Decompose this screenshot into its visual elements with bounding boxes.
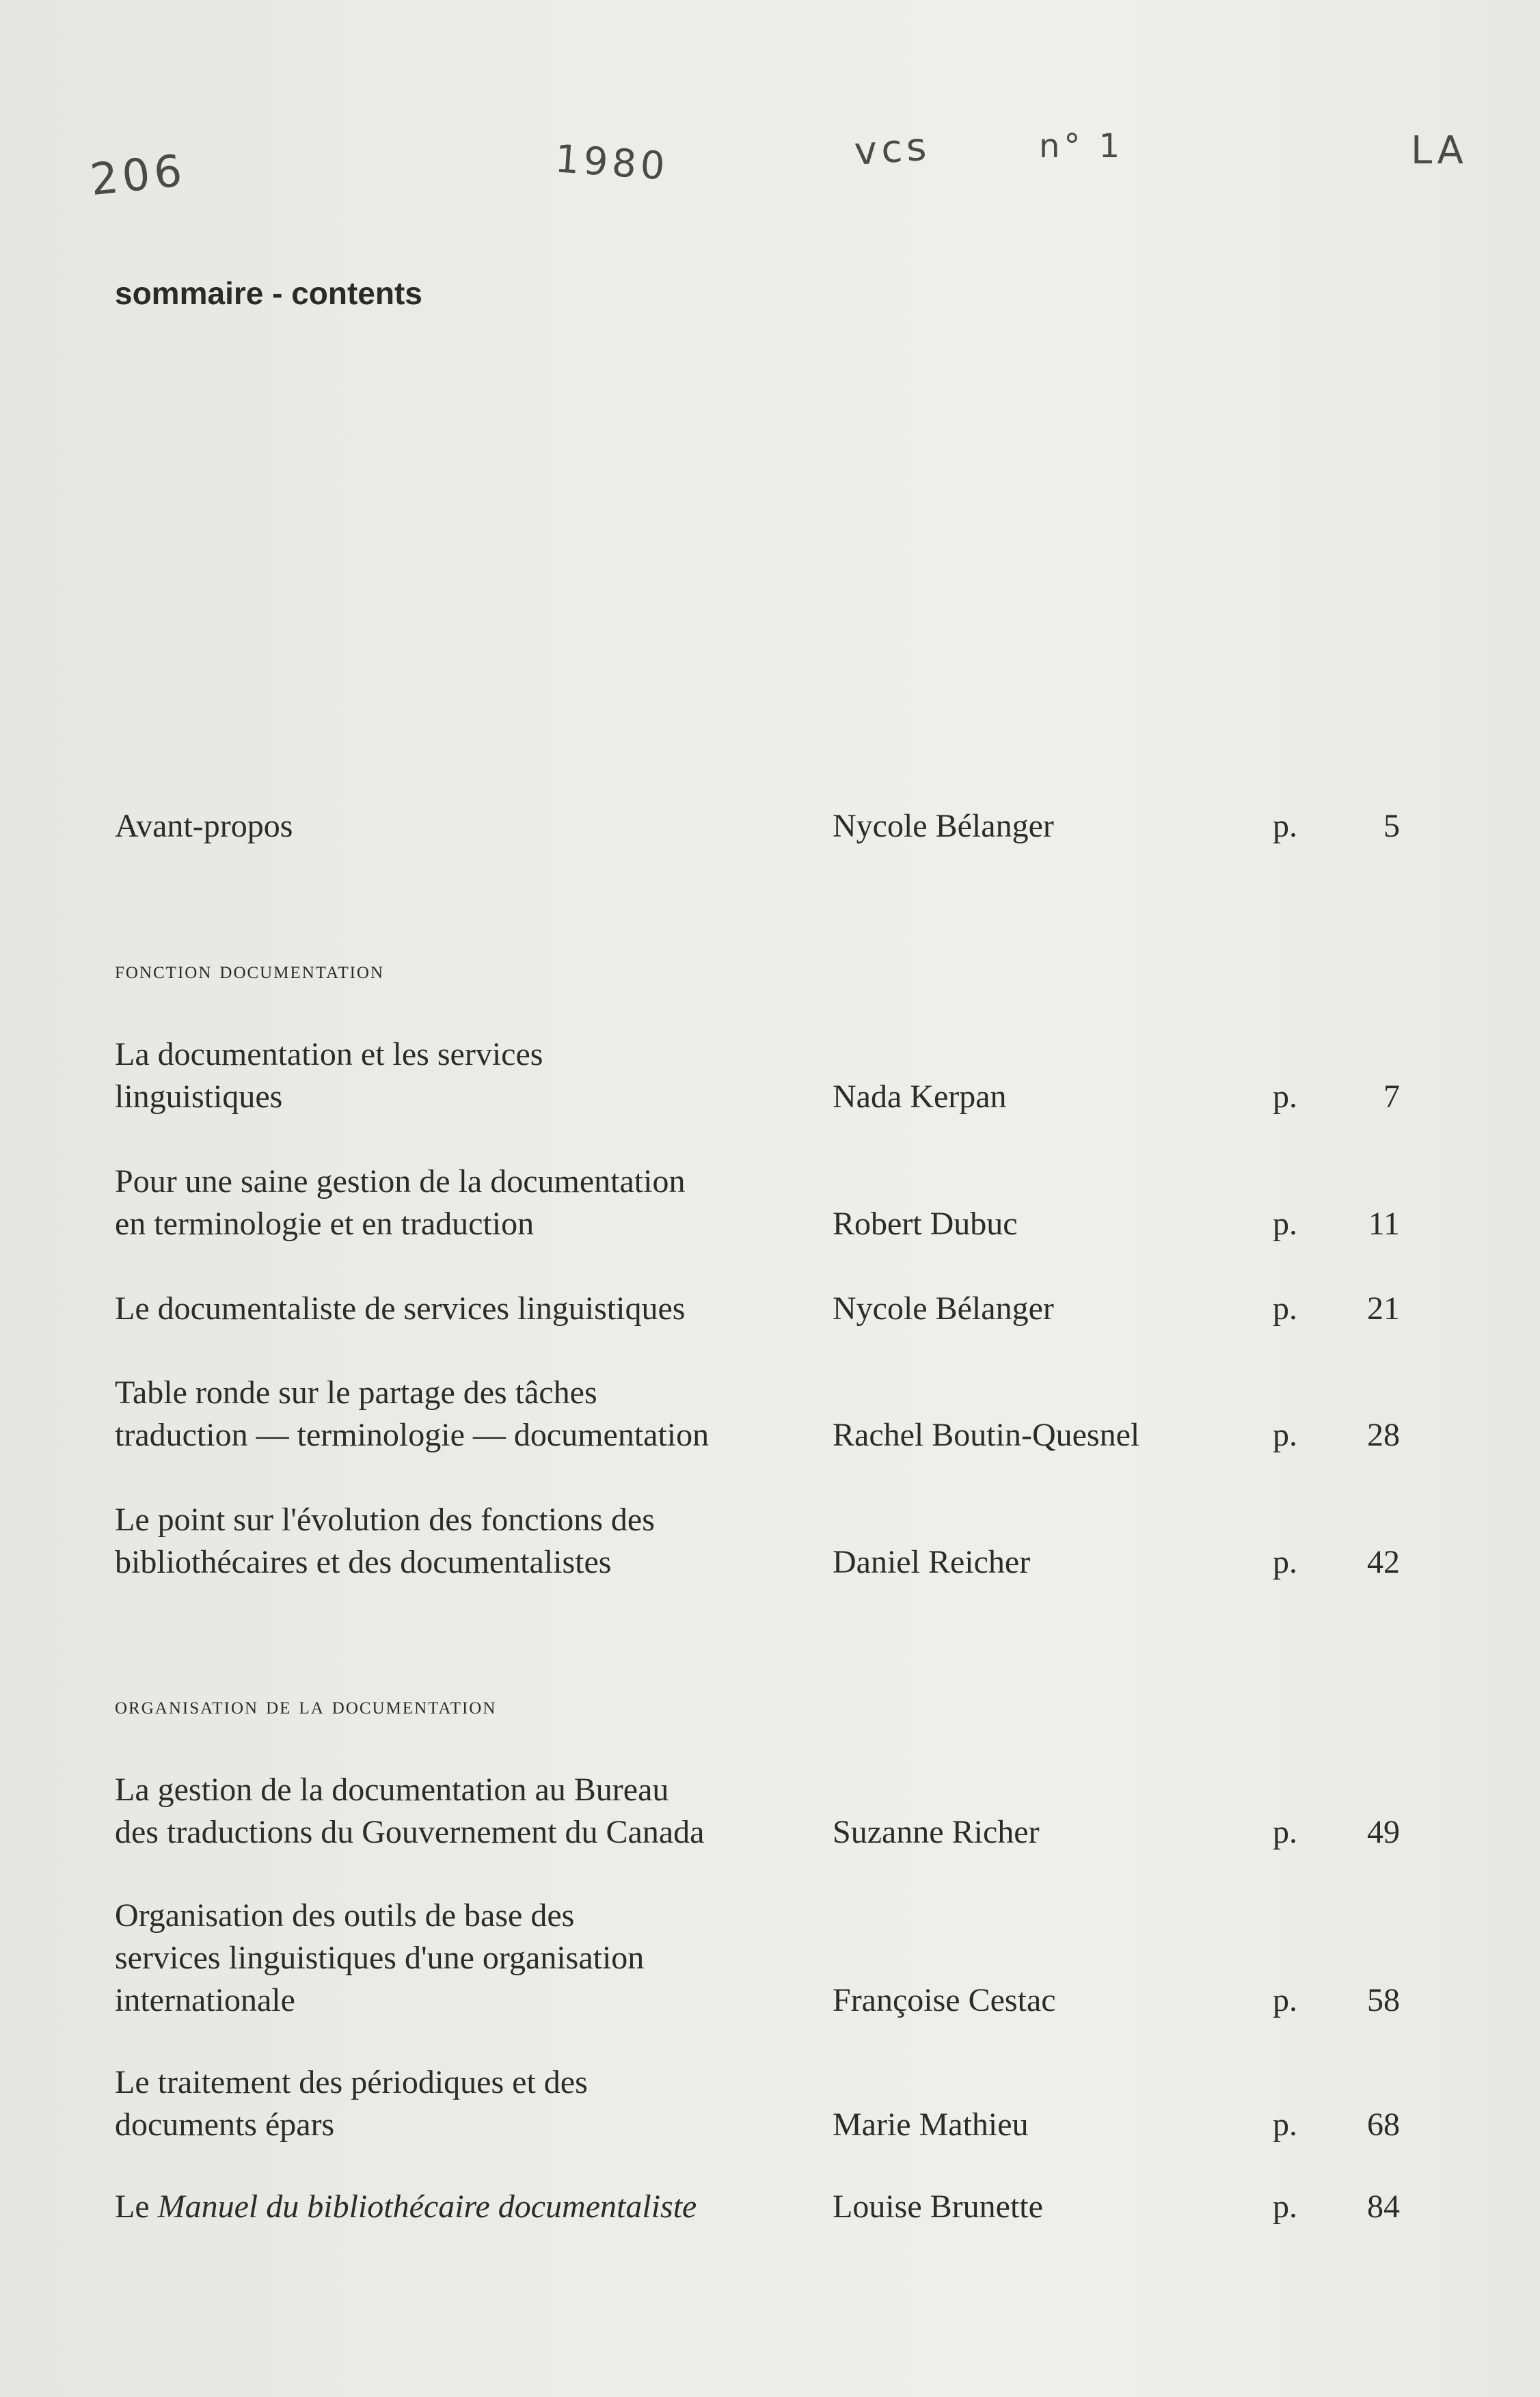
entry-title-line: Le documentaliste de services linguistiques [115,1290,686,1327]
entry-title-line: Pour une saine gestion de la documentation [115,1163,686,1200]
handwritten-note-4: n° 1 [1039,127,1124,165]
page-number: 49 [1367,1814,1400,1850]
entry-title-line: Table ronde sur le partage des tâches [115,1374,597,1411]
section-heading-organisation: organisation de la documentation [115,1692,497,1719]
page-label: p. [1273,2189,1297,2225]
page-label: p. [1273,2107,1297,2143]
entry-title-line: internationale [115,1982,295,2018]
entry-author: Marie Mathieu [833,2107,1029,2143]
page-number: 28 [1367,1417,1400,1453]
entry-title-line: bibliothécaires et des documentalistes [115,1544,612,1580]
page-label: p. [1273,1814,1297,1850]
entry-title-line: en terminologie et en traduction [115,1206,535,1242]
page-number: 42 [1367,1544,1400,1580]
entry-author: Nycole Bélanger [833,1290,1054,1327]
page-number: 11 [1368,1206,1400,1242]
handwritten-note-1: 206 [87,145,189,206]
entry-author: Suzanne Richer [833,1814,1040,1850]
page-number: 84 [1367,2189,1400,2225]
entry-title-line: La documentation et les services [115,1036,543,1072]
page-number: 21 [1367,1290,1400,1327]
entry-title-line: Organisation des outils de base des [115,1897,575,1934]
entry-title-line: documents épars [115,2107,335,2143]
entry-title-line: linguistiques [115,1079,283,1115]
entry-author: Nycole Bélanger [833,808,1054,844]
page-number: 58 [1367,1982,1400,2018]
page-number: 7 [1383,1079,1400,1115]
entry-author: Robert Dubuc [833,1206,1018,1242]
handwritten-note-3: vcs [852,124,932,174]
entry-title-line: Le traitement des périodiques et des [115,2064,588,2100]
handwritten-note-2: 1980 [553,137,671,189]
section-heading-fonction: fonction documentation [115,956,385,984]
page-label: p. [1273,808,1297,844]
entry-title-line: Le point sur l'évolution des fonctions des [115,1502,655,1538]
entry-title-line: services linguistiques d'une organisation [115,1940,645,1976]
entry-title-line: des traductions du Gouvernement du Canada [115,1814,705,1850]
entry-author: Rachel Boutin-Quesnel [833,1417,1140,1453]
entry-title-italic: Manuel du bibliothécaire documentaliste [157,2189,697,2225]
page-label: p. [1273,1544,1297,1580]
entry-title-line: La gestion de la documentation au Bureau [115,1772,669,1808]
entry-author: Daniel Reicher [833,1544,1031,1580]
page-number: 68 [1367,2107,1400,2143]
entry-title: Avant-propos [115,808,293,844]
page-label: p. [1273,1206,1297,1242]
page-label: p. [1273,1079,1297,1115]
page-label: p. [1273,1417,1297,1453]
handwritten-note-5: LA [1411,128,1468,173]
entry-title-line: traduction — terminologie — documentation [115,1417,710,1453]
entry-author: Françoise Cestac [833,1982,1056,2018]
page-number: 5 [1383,808,1400,844]
page-label: p. [1273,1290,1297,1327]
page-label: p. [1273,1982,1297,2018]
entry-author: Louise Brunette [833,2189,1043,2225]
entry-author: Nada Kerpan [833,1079,1007,1115]
entry-title-line: Le [115,2189,150,2225]
page-title: sommaire - contents [115,275,422,311]
